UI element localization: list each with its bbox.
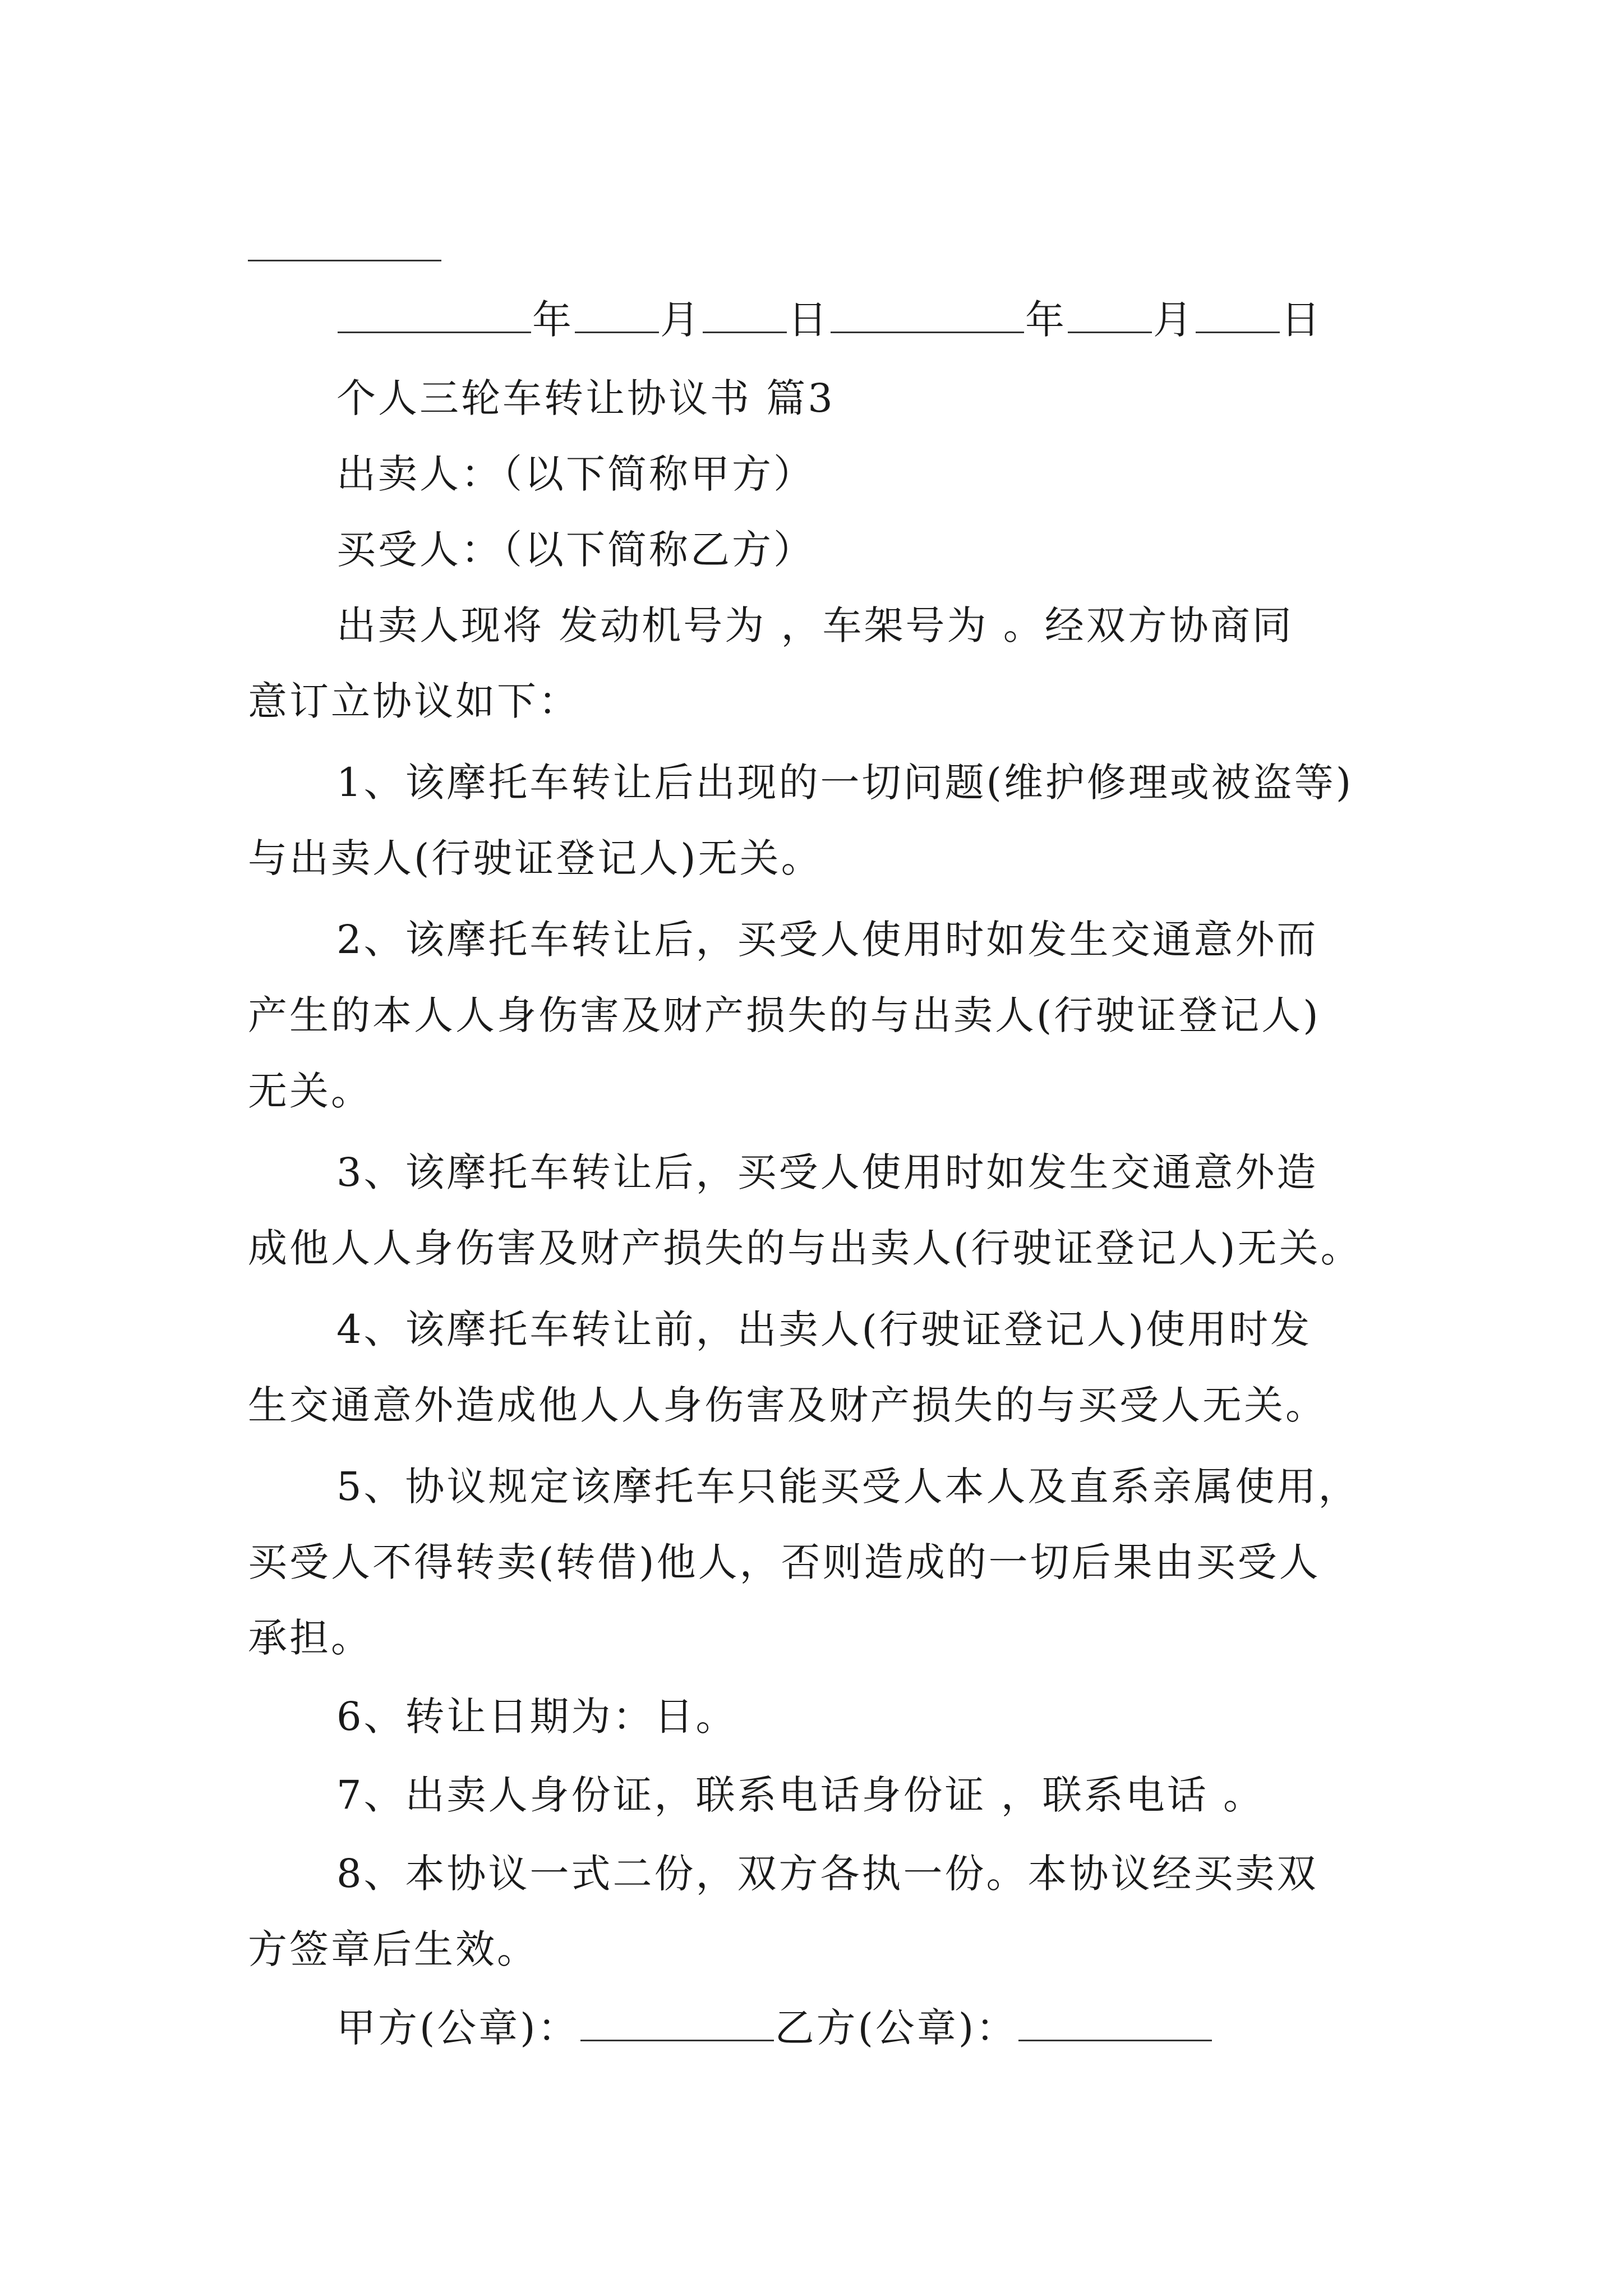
top-rule [248, 260, 441, 261]
clause-5-line-1: 5、协议规定该摩托车只能买受人本人及直系亲属使用， [336, 1464, 1360, 1510]
clause-1-line-2: 与出卖人(行驶证登记人)无关。 [248, 835, 823, 881]
party-a-signature-blank[interactable] [580, 2000, 774, 2041]
clause-5-line-2: 买受人不得转卖(转借)他人，否则造成的一切后果由买受人 [248, 1539, 1321, 1585]
clause-1-line-1: 1、该摩托车转让后出现的一切问题(维护修理或被盗等) [336, 760, 1354, 806]
clause-6-line-1: 6、转让日期为：日。 [336, 1694, 737, 1740]
date-row [336, 292, 1492, 348]
day-label-2: 日 [1281, 297, 1322, 343]
buyer-line: 买受人：（以下简称乙方） [336, 527, 815, 573]
year-label-2: 年 [1025, 297, 1067, 343]
party-b-label: 乙方(公章)： [774, 2005, 1018, 2051]
clause-7-line-1: 7、出卖人身份证，联系电话身份证 ，联系电话 。 [336, 1772, 1265, 1818]
clause-5-line-3: 承担。 [248, 1615, 372, 1661]
document-title: 个人三轮车转让协议书 篇3 [336, 375, 835, 421]
intro-line-1: 出卖人现将 发动机号为 ，车架号为 。经双方协商同 [336, 602, 1294, 648]
day-blank-2 [1196, 292, 1280, 333]
seller-line: 出卖人：（以下简称甲方） [336, 451, 815, 497]
month-label-2: 月 [1153, 297, 1195, 343]
month-blank-2 [1068, 292, 1152, 333]
month-blank-1 [575, 292, 659, 333]
clause-2-line-2: 产生的本人人身伤害及财产损失的与出卖人(行驶证登记人) [248, 992, 1321, 1038]
clause-4-line-2: 生交通意外造成他人人身伤害及财产损失的与买受人无关。 [248, 1382, 1327, 1428]
clause-4-line-1: 4、该摩托车转让前，出卖人(行驶证登记人)使用时发 [336, 1306, 1312, 1352]
party-b-signature-blank[interactable] [1018, 2000, 1212, 2041]
clause-3-line-2: 成他人人身伤害及财产损失的与出卖人(行驶证登记人)无关。 [248, 1225, 1362, 1271]
year-blank-1 [338, 292, 531, 333]
clause-2-line-3: 无关。 [248, 1068, 372, 1114]
intro-line-2: 意订立协议如下： [248, 678, 580, 724]
month-label-1: 月 [660, 297, 702, 343]
clause-8-line-2: 方签章后生效。 [248, 1926, 538, 1972]
year-blank-2 [831, 292, 1024, 333]
clause-3-line-1: 3、该摩托车转让后，买受人使用时如发生交通意外造 [336, 1149, 1318, 1195]
party-a-label: 甲方(公章)： [336, 2005, 579, 2051]
clause-2-line-1: 2、该摩托车转让后，买受人使用时如发生交通意外而 [336, 917, 1318, 963]
year-label-1: 年 [532, 297, 574, 343]
signature-row [336, 2000, 1492, 2056]
day-label-1: 日 [788, 297, 829, 343]
clause-8-line-1: 8、本协议一式二份，双方各执一份。本协议经买卖双 [336, 1851, 1318, 1897]
day-blank-1 [703, 292, 787, 333]
